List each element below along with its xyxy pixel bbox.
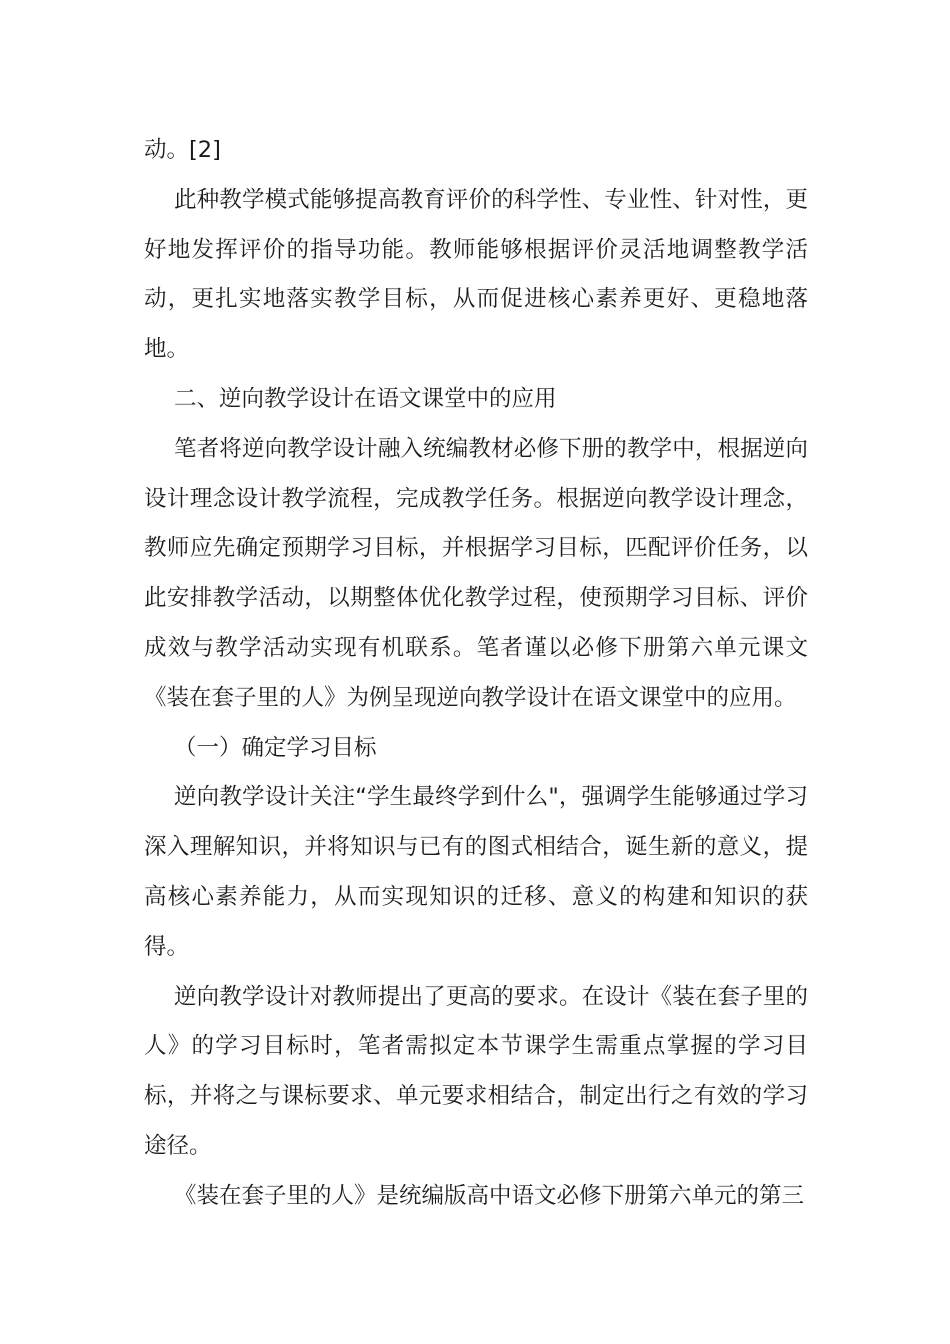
paragraph-design-process: 笔者将逆向教学设计融入统编教材必修下册的教学中，根据逆向设计理念设计教学流程，完成教学任务。根据逆向教学设计理念，教师应先确定预期学习目标，并根据学习目标，匹配评价任务，以此安排教学活动，以期整体优化教学过程，使预期学习目标、评价成效与教学活动实现有机联系。笔者谨以必修下册第六单元课文《装在套子里的人》为例呈现逆向教学设计在语文课堂中的应用。 xyxy=(144,435,808,711)
paragraph-text-intro: 《装在套子里的人》是统编版高中语文必修下册第六单元的第三 xyxy=(174,1182,805,1209)
paragraph-teacher-requirements: 逆向教学设计对教师提出了更高的要求。在设计《装在套子里的人》的学习目标时，笔者需拟定本节课学生需重点掌握的学习目标，并将之与课标要求、单元要求相结合，制定出行之有效的学习途径。 xyxy=(144,983,808,1159)
document-page xyxy=(144,126,808,1222)
subsection-heading-goals: （一）确定学习目标 xyxy=(174,734,377,761)
paragraph-evaluation: 此种教学模式能够提高教育评价的科学性、专业性、针对性，更好地发挥评价的指导功能。教师能够根据评价灵活地调整教学活动，更扎实地落实教学目标，从而促进核心素养更好、更稳地落地。 xyxy=(144,186,808,363)
paragraph-continuation: 动。[2] xyxy=(144,137,221,163)
section-heading-application: 二、逆向教学设计在语文课堂中的应用 xyxy=(174,385,557,412)
paragraph-focus-learning: 逆向教学设计关注“学生最终学到什么"，强调学生能够通过学习深入理解知识，并将知识与已有的图式相结合，诞生新的意义，提高核心素养能力，从而实现知识的迁移、意义的构建和知识的获得。 xyxy=(144,784,808,960)
